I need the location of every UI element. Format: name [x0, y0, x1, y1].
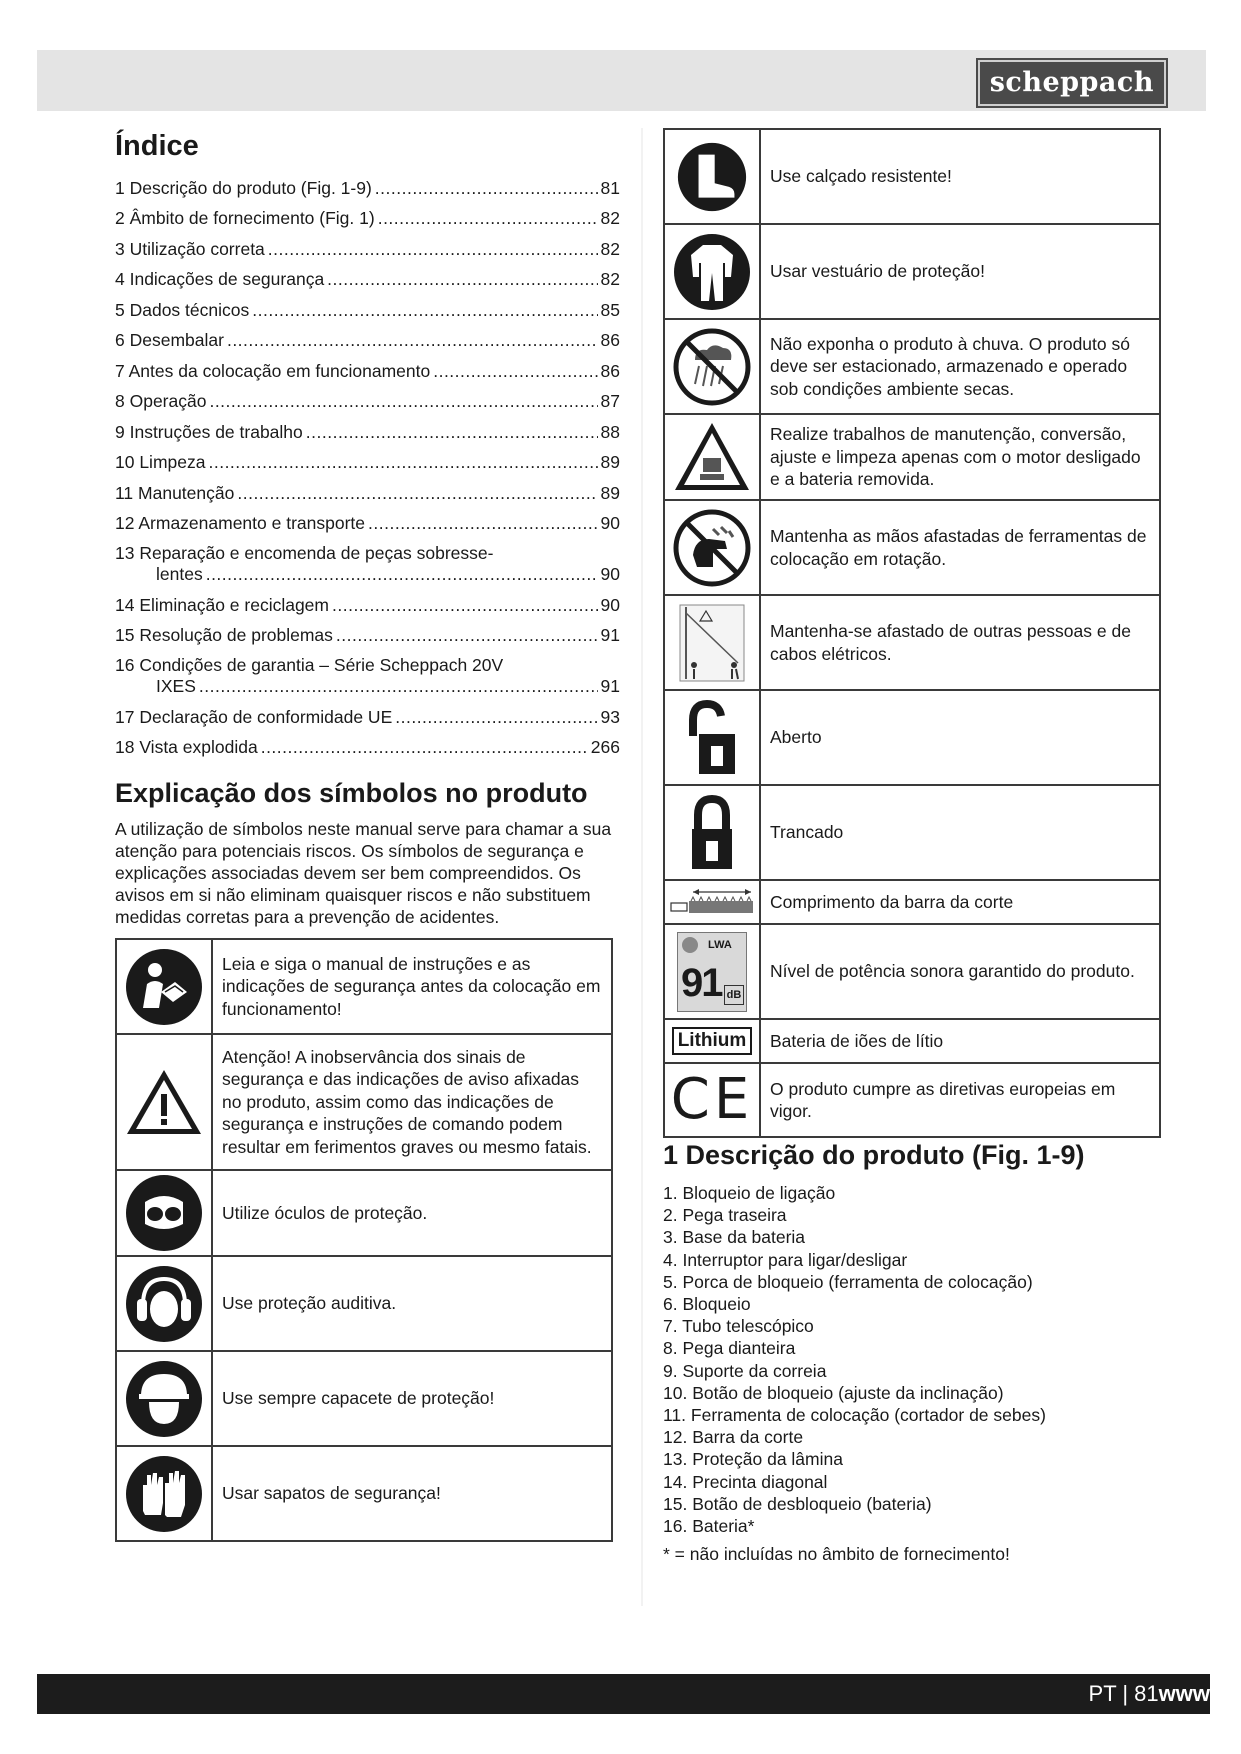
maintenance-warning-icon [672, 420, 752, 494]
toc-entry[interactable]: 3 Utilização correta ..... 82 [115, 229, 620, 260]
toc-entry[interactable]: 9 Instruções de trabalho ..... 88 [115, 412, 620, 443]
symbol-row [664, 129, 1160, 224]
symbol-text: Use proteção auditiva. [212, 1256, 612, 1351]
symbol-row [664, 500, 1160, 595]
toc-entry[interactable]: 14 Eliminação e reciclagem ..... 90 [115, 585, 620, 616]
no-rain-icon [673, 328, 751, 406]
toc-entry[interactable]: 10 Limpeza ..... 89 [115, 443, 620, 474]
symbol-text: Aberto [760, 690, 1160, 785]
toc-entry[interactable]: 2 Âmbito de fornecimento (Fig. 1) ..... 82 [115, 199, 620, 230]
protective-clothing-icon [673, 233, 751, 311]
symbol-text: Nível de potência sonora garantido do produto. [760, 924, 1160, 1019]
toc-entry[interactable]: 12 Armazenamento e transporte ..... 90 [115, 504, 620, 535]
list-item: 16. Bateria* [663, 1516, 755, 1537]
symbol-text: Mantenha as mãos afastadas de ferramentas de colocação em rotação. [760, 500, 1160, 595]
lithium-battery-icon: Lithium [672, 1027, 753, 1055]
symbol-text: Atenção! A inobservância dos sinais de segurança e das indicações de aviso afixadas no produto, assim como das indicações de segurança e instruções de comando podem resultar em ferimentos graves ou mesmo fatais. [212, 1034, 612, 1170]
list-item: 1. Bloqueio de ligação [663, 1183, 836, 1203]
list-item: 15. Botão de desbloqueio (bateria) [663, 1493, 932, 1514]
list-item: 12. Barra da corte [663, 1427, 804, 1448]
column-divider [641, 128, 643, 1606]
symbol-row [664, 1063, 1160, 1137]
gloves-icon [125, 1455, 203, 1533]
ce-mark-icon: CE [670, 1067, 754, 1132]
cutting-bar-length-icon [669, 887, 755, 917]
symbol-row [116, 1351, 612, 1446]
list-item: 8. Pega dianteira [663, 1338, 796, 1359]
locked-padlock-icon [688, 793, 736, 873]
symbol-row [664, 690, 1160, 785]
symbol-row [664, 785, 1160, 880]
symbols-table-left [115, 938, 613, 1542]
safety-boots-icon [677, 142, 747, 212]
symbol-text: Use sempre capacete de proteção! [212, 1351, 612, 1446]
symbol-row [664, 1019, 1160, 1063]
ear-protection-icon [125, 1265, 203, 1343]
helmet-icon [125, 1360, 203, 1438]
symbol-row [116, 1170, 612, 1256]
symbol-text: O produto cumpre as diretivas europeias em vigor. [760, 1063, 1160, 1137]
symbol-row [664, 224, 1160, 319]
list-item: 6. Bloqueio [663, 1294, 751, 1315]
symbol-text: Utilize óculos de proteção. [212, 1170, 612, 1256]
symbols-intro: A utilização de símbolos neste manual serve para chamar a sua atenção para potenciais riscos. Os símbolos de segurança e explicações associadas devem ser bem compreendidos. Os avisos em si não eliminam quaisquer riscos e não substituem medidas corretas para a prevenção de acidentes. [115, 819, 612, 927]
list-item: 2. Pega traseira [663, 1205, 787, 1226]
description-note: * = não incluídas no âmbito de fornecimento! [663, 1544, 1010, 1565]
symbol-text: Use calçado resistente! [760, 129, 1160, 224]
symbol-row [116, 1034, 612, 1170]
left-column [115, 128, 620, 1542]
symbol-text: Usar sapatos de segurança! [212, 1446, 612, 1541]
right-column [663, 128, 1170, 1565]
symbols-table-right [663, 128, 1161, 1138]
symbol-row [664, 595, 1160, 690]
safety-goggles-icon [125, 1174, 203, 1252]
read-manual-icon [125, 948, 203, 1026]
toc-entry[interactable]: 6 Desembalar ..... 86 [115, 321, 620, 352]
toc-entry[interactable]: 7 Antes da colocação em funcionamento ..... 86 [115, 351, 620, 382]
keep-hands-away-icon [673, 509, 751, 587]
symbol-text: Não exponha o produto à chuva. O produto só deve ser estacionado, armazenado e operado sob condições ambiente secas. [760, 319, 1160, 414]
toc-entry[interactable]: 5 Dados técnicos ..... 85 [115, 290, 620, 321]
symbol-row [664, 414, 1160, 500]
toc-entry[interactable]: 4 Indicações de segurança ..... 82 [115, 260, 620, 291]
list-item: 10. Botão de bloqueio (ajuste da inclinação) [663, 1382, 1004, 1403]
symbol-text: Trancado [760, 785, 1160, 880]
brand-logo: scheppach [978, 60, 1166, 106]
footer-url[interactable]: www [1158, 1681, 1210, 1706]
symbol-text: Mantenha-se afastado de outras pessoas e de cabos elétricos. [760, 595, 1160, 690]
symbol-row [116, 939, 612, 1034]
symbol-text: Leia e siga o manual de instruções e as indicações de segurança antes da colocação em funcionamento! [212, 939, 612, 1034]
toc-entry[interactable]: 18 Vista explodida ..... 266 [115, 728, 620, 759]
symbol-text: Comprimento da barra da corte [760, 880, 1160, 924]
list-item: 3. Base da bateria [663, 1227, 806, 1248]
symbol-row [664, 924, 1160, 1019]
list-item: 7. Tubo telescópico [663, 1316, 814, 1337]
symbol-row [664, 319, 1160, 414]
symbol-text: Bateria de iões de lítio [760, 1019, 1160, 1063]
description-list [663, 1182, 1170, 1537]
symbols-section-title: Explicação dos símbolos no produto [115, 778, 588, 808]
list-item: 5. Porca de bloqueio (ferramenta de colocação) [663, 1271, 1033, 1292]
list-item: 13. Proteção da lâmina [663, 1449, 843, 1470]
sound-power-icon: LWA 91 dB [677, 932, 747, 1012]
unlocked-padlock-icon [685, 698, 739, 778]
toc-entry[interactable]: 15 Resolução de problemas ..... 91 [115, 616, 620, 647]
toc-title: Índice [115, 130, 199, 162]
toc-entry[interactable]: 1 Descrição do produto (Fig. 1-9) ..... 81 [115, 168, 620, 199]
list-item: 9. Suporte da correia [663, 1360, 827, 1381]
page-footer [37, 1674, 1210, 1714]
toc-list [115, 168, 620, 758]
symbol-row [116, 1446, 612, 1541]
toc-entry[interactable]: 11 Manutenção ..... 89 [115, 473, 620, 504]
symbol-text: Realize trabalhos de manutenção, conversão, ajuste e limpeza apenas com o motor desligado e a bateria removida. [760, 414, 1160, 500]
page-header [37, 50, 1206, 111]
toc-entry[interactable]: 16 Condições de garantia – Série Scheppach 20V IXES ..... 91 [115, 646, 620, 697]
symbol-text: Usar vestuário de proteção! [760, 224, 1160, 319]
symbol-row [664, 880, 1160, 924]
toc-entry[interactable]: 8 Operação ..... 87 [115, 382, 620, 413]
keep-distance-icon [678, 603, 746, 683]
description-title: 1 Descrição do produto (Fig. 1-9) [663, 1140, 1085, 1170]
toc-entry[interactable]: 13 Reparação e encomenda de peças sobresse- lentes ..... 90 [115, 534, 620, 585]
list-item: 14. Precinta diagonal [663, 1471, 828, 1492]
symbol-row [116, 1256, 612, 1351]
page-number: PT | 81 [1088, 1681, 1159, 1706]
warning-triangle-icon [124, 1066, 204, 1138]
toc-entry[interactable]: 17 Declaração de conformidade UE ..... 93 [115, 697, 620, 728]
list-item: 4. Interruptor para ligar/desligar [663, 1249, 908, 1270]
list-item: 11. Ferramenta de colocação (cortador de sebes) [663, 1405, 1046, 1426]
